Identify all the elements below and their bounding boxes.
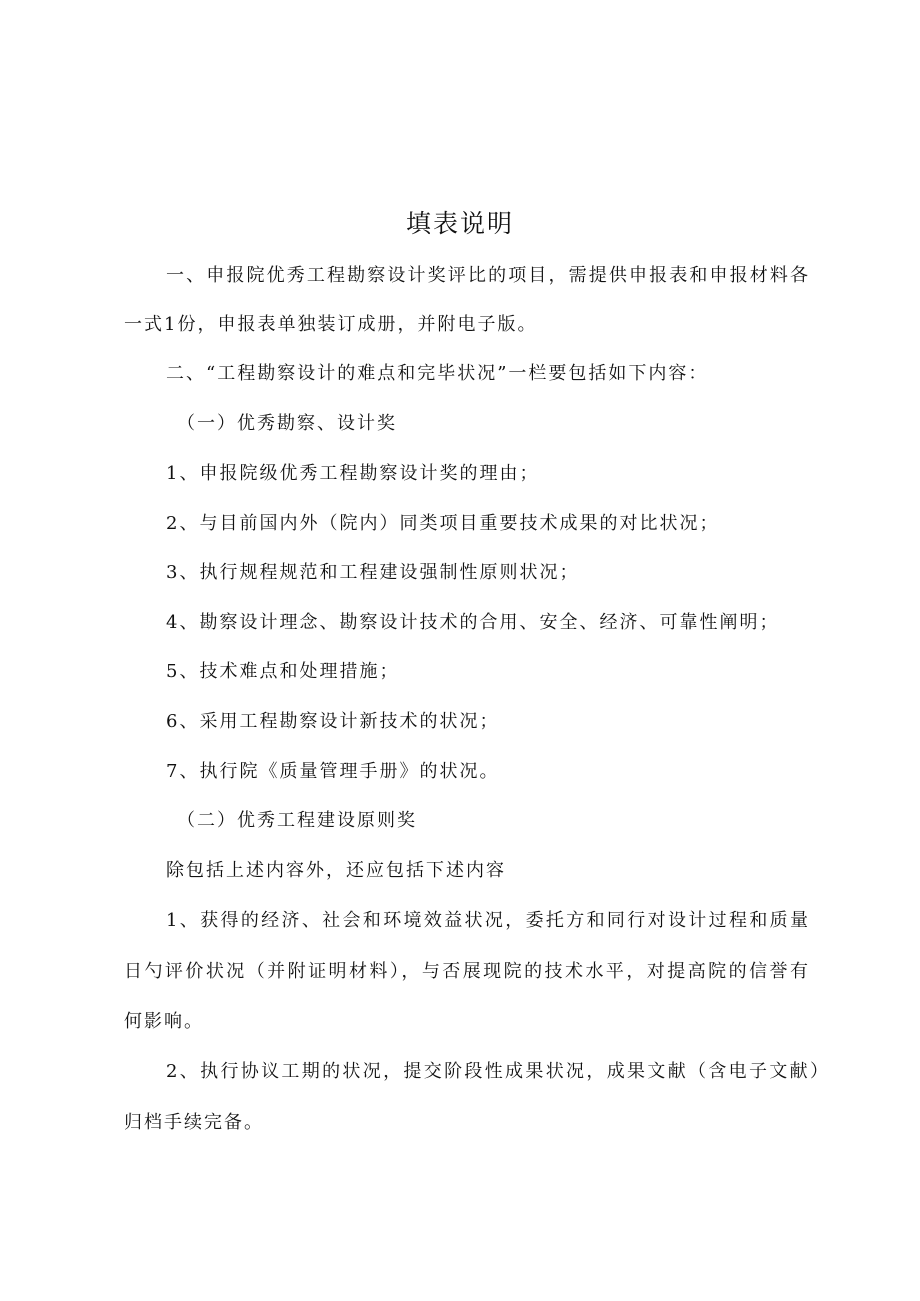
section-2-item-1-line-3: 何影响。 <box>124 1011 204 1032</box>
section-2-intro: 除包括上述内容外，还应包括下述内容 <box>166 860 506 881</box>
paragraph-2: 二、“工程勘察设计的难点和完毕状况”一栏要包括如下内容： <box>166 363 709 384</box>
page-title: 填表说明 <box>405 209 514 238</box>
section-2-item-1-line-2: 日勺评价状况（并附证明材料），与否展现院的技术水平，对提高院的信誉有 <box>124 961 810 982</box>
section-2-heading: （二）优秀工程建设原则奖 <box>177 810 417 831</box>
section-1-item-6: 6、采用工程勘察设计新技术的状况； <box>166 711 500 732</box>
section-2-item-2-line-2: 归档手续完备。 <box>124 1112 264 1133</box>
paragraph-1-line-1: 一、申报院优秀工程勘察设计奖评比的项目，需提供申报表和申报材料各 <box>166 265 810 286</box>
paragraph-1-line-2: 一式1份，申报表单独装订成册，并附电子版。 <box>124 314 538 335</box>
section-1-heading: （一）优秀勘察、设计奖 <box>177 413 397 434</box>
section-1-item-3: 3、执行规程规范和工程建设强制性原则状况； <box>166 562 580 583</box>
section-1-item-1: 1、申报院级优秀工程勘察设计奖的理由； <box>166 463 540 484</box>
section-2-item-2-line-1: 2、执行协议工期的状况，提交阶段性成果状况，成果文献（含电子文献） <box>166 1061 830 1082</box>
section-1-item-5: 5、技术难点和处理措施； <box>166 661 400 682</box>
section-1-item-7: 7、执行院《质量管理手册》的状况。 <box>166 761 500 782</box>
section-1-item-4: 4、勘察设计理念、勘察设计技术的合用、安全、经济、可靠性阐明； <box>166 612 780 633</box>
section-1-item-2: 2、与目前国内外（院内）同类项目重要技术成果的对比状况； <box>166 513 720 534</box>
section-2-item-1-line-1: 1、获得的经济、社会和环境效益状况，委托方和同行对设计过程和质量 <box>166 910 810 931</box>
